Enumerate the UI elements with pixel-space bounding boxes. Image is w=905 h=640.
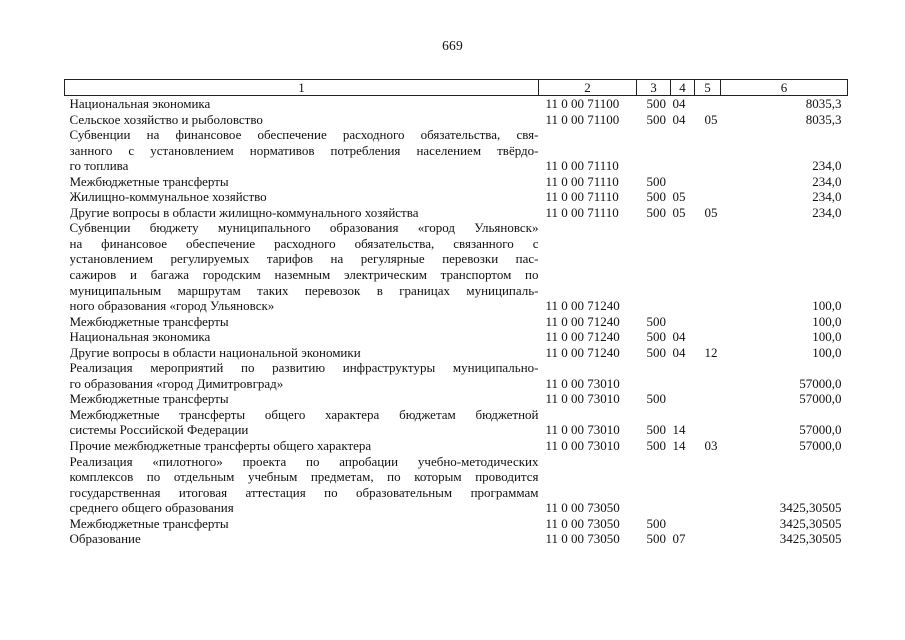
budget-table	[64, 79, 848, 547]
row-target-code: 11 0 00 71240	[545, 298, 620, 314]
table-row	[65, 438, 848, 454]
row-target-code: 11 0 00 73010	[545, 375, 620, 391]
row-target-code: 11 0 00 73010	[545, 422, 620, 438]
row-subsection	[695, 174, 721, 190]
table-header	[65, 80, 848, 96]
row-amount: 100,0	[812, 298, 842, 314]
table-row	[65, 205, 848, 221]
row-section: 04	[672, 111, 686, 127]
row-section: 04	[672, 329, 686, 345]
description-line: ного образования «город Ульяновск»	[69, 298, 275, 314]
row-amount: 3425,30505	[779, 500, 842, 516]
row-subsection: 03	[704, 438, 718, 454]
row-amount: 8035,3	[805, 111, 842, 127]
row-target-code: 11 0 00 71100	[545, 96, 620, 111]
row-subsection	[695, 220, 721, 313]
row-expense-group: 500	[646, 531, 666, 547]
row-target-code: 11 0 00 71240	[545, 344, 620, 360]
row-expense-group: 500	[646, 391, 666, 407]
description-line: установлением регулируемых тарифов на регулярные перевозки пас-	[69, 251, 539, 267]
description-line: го образования «город Димитровград»	[69, 375, 284, 391]
row-amount: 3425,30505	[779, 515, 842, 531]
row-expense-group	[637, 454, 671, 516]
table-body	[65, 96, 848, 547]
description-line: го топлива	[69, 158, 129, 174]
description-line: Межбюджетные трансферты	[69, 391, 229, 407]
row-section	[671, 516, 695, 532]
description-line: государственная итоговая аттестация по образовательным программам	[69, 484, 539, 500]
row-target-code: 11 0 00 71110	[545, 204, 619, 220]
row-description	[65, 345, 539, 361]
row-target-code: 11 0 00 71100	[545, 111, 620, 127]
row-section: 14	[672, 422, 686, 438]
table-row	[65, 189, 848, 205]
description-line: Образование	[69, 531, 141, 547]
header-cell-group: 3	[637, 80, 671, 96]
table-row	[65, 220, 848, 313]
description-line: комплексов по отдельным учебным предметам, по которым проводится	[69, 469, 539, 485]
row-subsection	[695, 96, 721, 112]
row-description	[65, 454, 539, 516]
row-amount: 57000,0	[799, 375, 842, 391]
row-section	[671, 454, 695, 516]
row-amount: 57000,0	[799, 391, 842, 407]
row-amount: 234,0	[812, 204, 842, 220]
row-subsection	[695, 127, 721, 174]
row-expense-group: 500	[646, 204, 666, 220]
row-section: 05	[672, 204, 686, 220]
row-expense-group: 500	[646, 111, 666, 127]
row-subsection	[695, 314, 721, 330]
description-line: на финансовое обеспечение расходного обязательства, связанного с	[69, 235, 539, 251]
table-row	[65, 127, 848, 174]
row-amount: 8035,3	[805, 96, 842, 111]
row-amount: 100,0	[812, 329, 842, 345]
row-expense-group	[637, 127, 671, 174]
table-row	[65, 391, 848, 407]
row-expense-group	[637, 220, 671, 313]
row-description	[65, 360, 539, 391]
row-subsection: 12	[704, 344, 718, 360]
description-line: Межбюджетные трансферты	[69, 313, 229, 329]
row-amount: 57000,0	[799, 422, 842, 438]
row-amount: 3425,30505	[779, 531, 842, 547]
table-row	[65, 345, 848, 361]
row-section	[671, 314, 695, 330]
row-amount: 234,0	[812, 158, 842, 174]
row-description	[65, 174, 539, 190]
row-amount: 100,0	[812, 344, 842, 360]
row-target-code: 11 0 00 73050	[545, 500, 620, 516]
table-row	[65, 516, 848, 532]
row-target-code: 11 0 00 73050	[545, 531, 620, 547]
row-section	[671, 391, 695, 407]
page-number: 669	[442, 38, 463, 53]
row-description	[65, 329, 539, 345]
row-description	[65, 314, 539, 330]
row-target-code: 11 0 00 71110	[545, 158, 619, 174]
table-row	[65, 96, 848, 112]
description-line: Межбюджетные трансферты	[69, 173, 229, 189]
table-row	[65, 531, 848, 547]
row-section	[671, 360, 695, 391]
row-description	[65, 407, 539, 438]
row-expense-group: 500	[646, 173, 666, 189]
description-line: среднего общего образования	[69, 500, 234, 516]
row-amount: 100,0	[812, 313, 842, 329]
row-expense-group: 500	[646, 96, 666, 111]
row-description	[65, 516, 539, 532]
row-target-code: 11 0 00 71240	[545, 313, 620, 329]
description-line: занного с установлением нормативов потребления населением твёрдо-	[69, 142, 539, 158]
row-amount: 234,0	[812, 189, 842, 205]
row-subsection	[695, 516, 721, 532]
row-amount: 234,0	[812, 173, 842, 189]
description-line: Сельское хозяйство и рыболовство	[69, 111, 263, 127]
row-description	[65, 96, 539, 112]
row-subsection	[695, 407, 721, 438]
row-expense-group: 500	[646, 189, 666, 205]
row-subsection: 05	[704, 204, 718, 220]
row-section	[671, 220, 695, 313]
row-description	[65, 391, 539, 407]
header-cell-subsection: 5	[695, 80, 721, 96]
row-subsection	[695, 391, 721, 407]
description-line: Межбюджетные трансферты общего характера бюджетам бюджетной	[69, 406, 539, 422]
header-cell-name: 1	[65, 80, 539, 96]
table-row	[65, 112, 848, 128]
row-subsection	[695, 189, 721, 205]
description-line: Национальная экономика	[69, 329, 211, 345]
row-expense-group: 500	[646, 329, 666, 345]
row-subsection	[695, 329, 721, 345]
row-description	[65, 220, 539, 313]
row-section: 05	[672, 189, 686, 205]
row-section: 14	[672, 438, 686, 454]
description-line: системы Российской Федерации	[69, 422, 249, 438]
row-expense-group: 500	[646, 422, 666, 438]
table-row	[65, 454, 848, 516]
table-row	[65, 407, 848, 438]
row-subsection	[695, 531, 721, 547]
row-target-code: 11 0 00 73050	[545, 515, 620, 531]
description-line: Субвенции бюджету муниципального образования «город Ульяновск»	[69, 220, 539, 236]
description-line: сажиров и багажа городским наземным электрическим транспортом по	[69, 267, 539, 283]
header-cell-amount: 6	[721, 80, 848, 96]
row-description	[65, 531, 539, 547]
description-line: муниципальным маршрутам таких перевозок в границах муниципаль-	[69, 282, 539, 298]
table-row	[65, 174, 848, 190]
row-target-code: 11 0 00 71240	[545, 329, 620, 345]
row-section	[671, 127, 695, 174]
row-amount: 57000,0	[799, 438, 842, 454]
row-description	[65, 189, 539, 205]
row-expense-group: 500	[646, 515, 666, 531]
row-target-code: 11 0 00 73010	[545, 391, 620, 407]
row-expense-group	[637, 360, 671, 391]
row-subsection	[695, 360, 721, 391]
row-description	[65, 438, 539, 454]
description-line: Другие вопросы в области жилищно-коммунального хозяйства	[69, 204, 419, 220]
description-line: Субвенции на финансовое обеспечение расходного обязательства, свя-	[69, 127, 539, 143]
row-target-code: 11 0 00 71110	[545, 173, 619, 189]
row-expense-group: 500	[646, 313, 666, 329]
row-section	[671, 174, 695, 190]
row-target-code: 11 0 00 73010	[545, 438, 620, 454]
row-section: 04	[672, 344, 686, 360]
description-line: Прочие межбюджетные трансферты общего характера	[69, 438, 372, 454]
table-row	[65, 329, 848, 345]
row-subsection	[695, 454, 721, 516]
table-row	[65, 314, 848, 330]
row-section: 07	[672, 531, 686, 547]
row-description	[65, 205, 539, 221]
row-expense-group: 500	[646, 344, 666, 360]
description-line: Другие вопросы в области национальной экономики	[69, 344, 361, 360]
description-line: Реализация мероприятий по развитию инфраструктуры муниципально-	[69, 360, 539, 376]
description-line: Реализация «пилотного» проекта по апробации учебно-методических	[69, 453, 539, 469]
row-description	[65, 112, 539, 128]
row-target-code: 11 0 00 71110	[545, 189, 619, 205]
description-line: Жилищно-коммунальное хозяйство	[69, 189, 267, 205]
header-cell-section: 4	[671, 80, 695, 96]
description-line: Национальная экономика	[69, 96, 211, 111]
row-description	[65, 127, 539, 174]
row-section: 04	[672, 96, 686, 111]
row-subsection: 05	[704, 111, 718, 127]
table-row	[65, 360, 848, 391]
row-expense-group: 500	[646, 438, 666, 454]
header-cell-code: 2	[539, 80, 637, 96]
description-line: Межбюджетные трансферты	[69, 515, 229, 531]
